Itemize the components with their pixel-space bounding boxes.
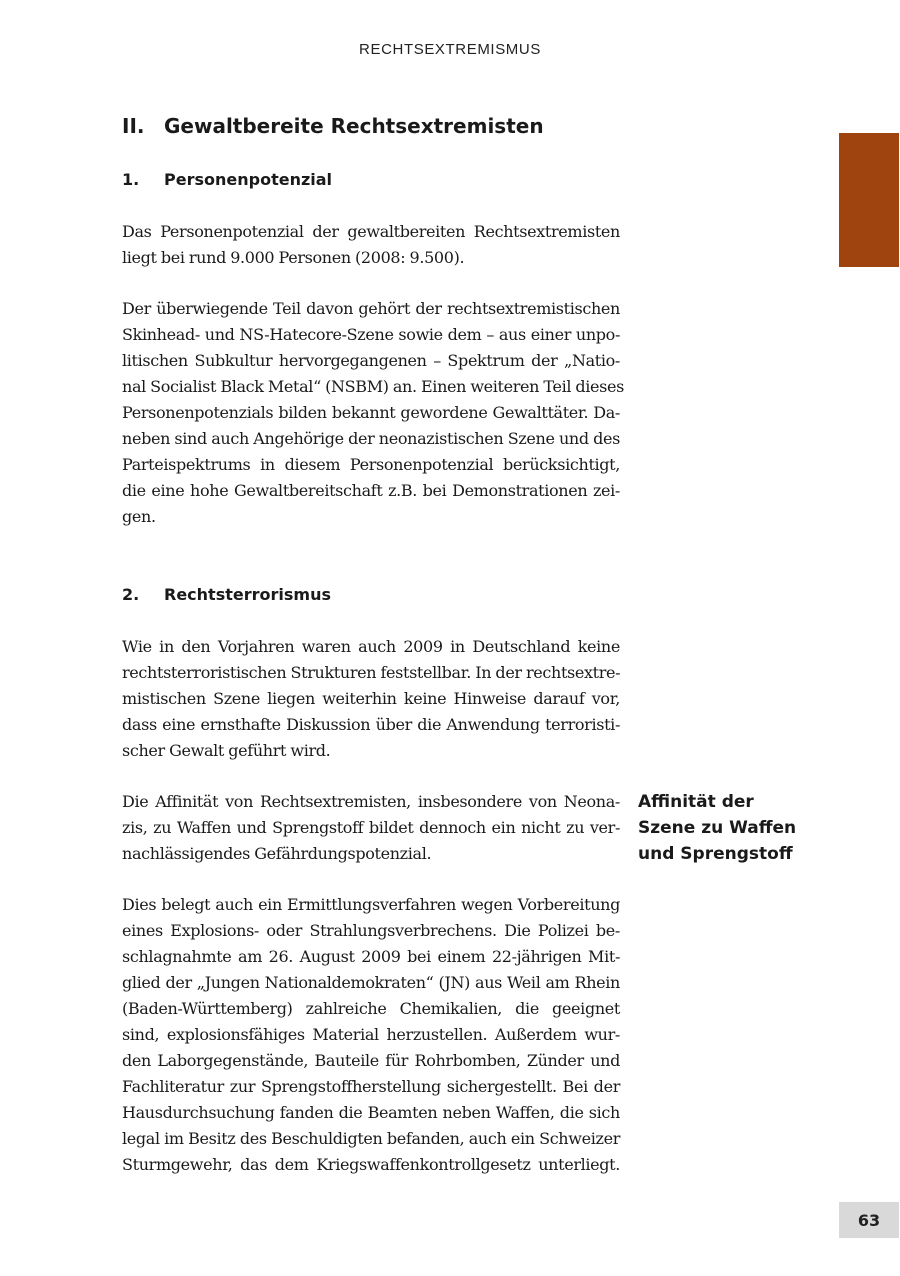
text-line: Fachliteratur zur Sprengstoffherstellung sichergestellt. Bei der xyxy=(122,1077,620,1096)
text-line: Wie in den Vorjahren waren auch 2009 in Deutschland keine xyxy=(122,637,620,656)
margin-note xyxy=(638,789,838,867)
text-line: sind, explosionsfähiges Material herzustellen. Außerdem wur- xyxy=(122,1025,620,1044)
text-line: liegt bei rund 9.000 Personen (2008: 9.500). xyxy=(122,248,465,267)
chapter-tab-marker xyxy=(839,133,899,267)
text-line: legal im Besitz des Beschuldigten befanden, auch ein Schweizer xyxy=(122,1129,620,1148)
paragraph xyxy=(122,634,620,764)
text-line: (Baden-Württemberg) zahlreiche Chemikalien, die geeignet xyxy=(122,999,620,1018)
text-line: eines Explosions- oder Strahlungsverbrechens. Die Polizei be- xyxy=(122,921,620,940)
text-line: gen. xyxy=(122,507,156,526)
text-line: Der überwiegende Teil davon gehört der rechtsextremistischen xyxy=(122,299,620,318)
text-line: die eine hohe Gewaltbereitschaft z.B. bei Demonstrationen zei- xyxy=(122,481,620,500)
paragraph xyxy=(122,296,624,530)
text-line: dass eine ernsthafte Diskussion über die Anwendung terroristi- xyxy=(122,715,620,734)
text-line: glied der „Jungen Nationaldemokraten“ (JN) aus Weil am Rhein xyxy=(122,973,620,992)
text-line: Hausdurchsuchung fanden die Beamten neben Waffen, die sich xyxy=(122,1103,620,1122)
text-line: nachlässigendes Gefährdungspotenzial. xyxy=(122,844,432,863)
subsection-heading-rechtsterrorismus xyxy=(122,585,622,607)
subsection-number: 2. xyxy=(122,585,140,604)
text-line: Dies belegt auch ein Ermittlungsverfahren wegen Vorbereitung xyxy=(122,895,620,914)
text-line: zis, zu Waffen und Sprengstoff bildet dennoch ein nicht zu ver- xyxy=(122,818,620,837)
paragraph xyxy=(122,219,620,271)
text-line: nal Socialist Black Metal“ (NSBM) an. Einen weiteren Teil dieses xyxy=(122,377,624,396)
subsection-title: Rechtsterrorismus xyxy=(164,585,331,604)
text-line: rechtsterroristischen Strukturen feststellbar. In der rechtsextre- xyxy=(122,663,621,682)
section-heading xyxy=(122,114,722,142)
subsection-title: Personenpotenzial xyxy=(164,170,333,189)
running-header: RECHTSEXTREMISMUS xyxy=(359,41,541,58)
text-line: Sturmgewehr, das dem Kriegswaffenkontrollgesetz unterliegt. xyxy=(122,1155,620,1174)
paragraph xyxy=(122,789,620,867)
margin-note-line: Szene zu Waffen xyxy=(638,818,797,838)
margin-note-line: Affinität der xyxy=(638,792,754,812)
text-line: mistischen Szene liegen weiterhin keine Hinweise darauf vor, xyxy=(122,689,620,708)
subsection-number: 1. xyxy=(122,170,140,189)
page-number: 63 xyxy=(839,1202,899,1238)
paragraph xyxy=(122,892,620,1178)
text-line: Das Personenpotenzial der gewaltbereiten Rechtsextremisten xyxy=(122,222,620,241)
text-line: neben sind auch Angehörige der neonazistischen Szene und des xyxy=(122,429,620,448)
text-line: schlagnahmte am 26. August 2009 bei einem 22-jährigen Mit- xyxy=(122,947,620,966)
margin-note-line: und Sprengstoff xyxy=(638,844,793,864)
section-number: II. xyxy=(122,114,145,138)
text-line: Personenpotenzials bilden bekannt gewordene Gewalttäter. Da- xyxy=(122,403,620,422)
text-line: Die Affinität von Rechtsextremisten, insbesondere von Neona- xyxy=(122,792,620,811)
section-title: Gewaltbereite Rechtsextremisten xyxy=(164,114,544,138)
text-line: Parteispektrums in diesem Personenpotenzial berücksichtigt, xyxy=(122,455,620,474)
text-line: litischen Subkultur hervorgegangenen – Spektrum der „Natio- xyxy=(122,351,620,370)
subsection-heading-personenpotenzial xyxy=(122,170,622,192)
text-line: Skinhead- und NS-Hatecore-Szene sowie dem – aus einer unpo- xyxy=(122,325,620,344)
text-line: den Laborgegenstände, Bauteile für Rohrbomben, Zünder und xyxy=(122,1051,620,1070)
text-line: scher Gewalt geführt wird. xyxy=(122,741,331,760)
